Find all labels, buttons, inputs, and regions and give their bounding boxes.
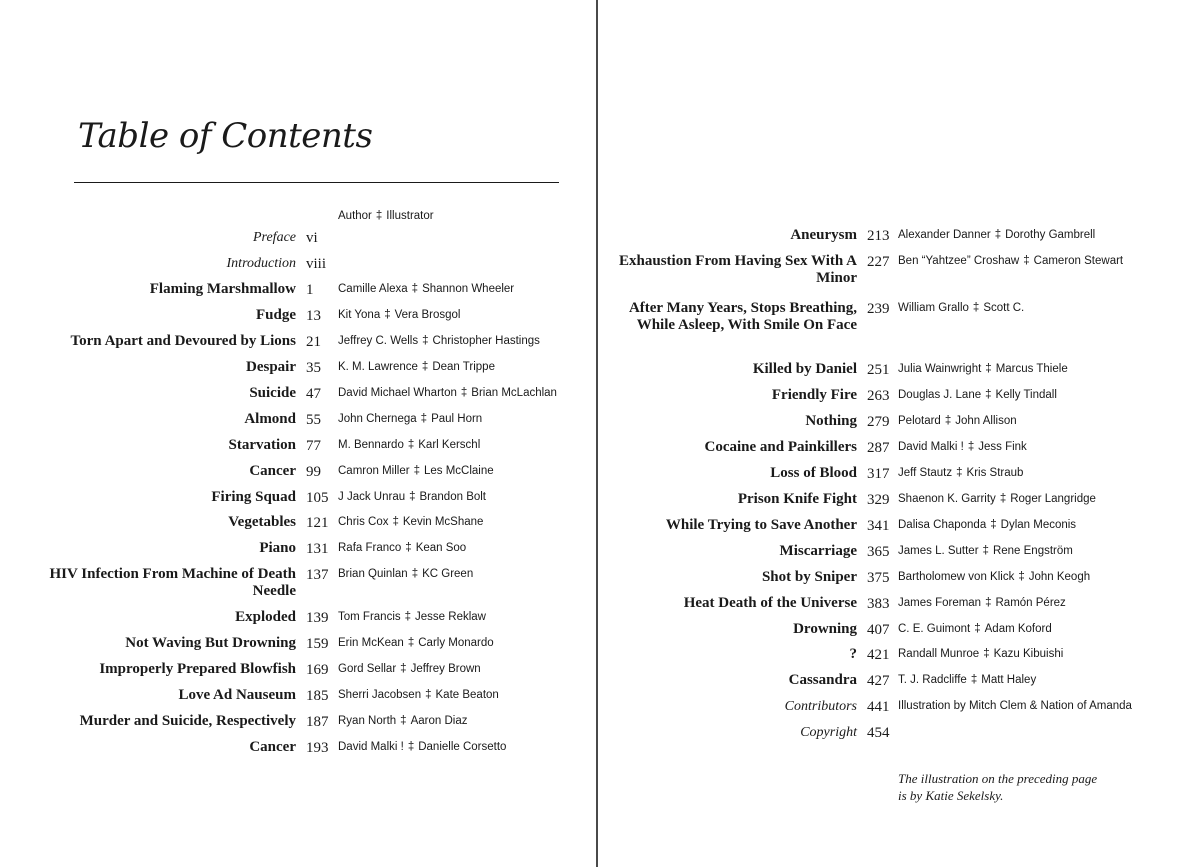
entry-credits bbox=[898, 302, 1024, 314]
entry-page-number: 213 bbox=[867, 228, 890, 244]
entry-illustrator: Carly Monardo bbox=[418, 637, 494, 649]
entry-credits bbox=[898, 255, 1123, 267]
entry-illustrator: Christopher Hastings bbox=[432, 335, 540, 347]
entry-credits bbox=[898, 389, 1057, 401]
entry-title: Friendly Fire bbox=[771, 387, 857, 403]
entry-page-number: 35 bbox=[306, 360, 321, 376]
entry-title: Drowning bbox=[793, 621, 857, 637]
entry-author: James Foreman bbox=[898, 597, 982, 609]
entry-illustrator: Kean Soo bbox=[415, 542, 467, 554]
entry-credits bbox=[898, 493, 1096, 505]
entry-illustrator: Brian McLachlan bbox=[471, 387, 557, 399]
entry-page-number: 77 bbox=[306, 438, 321, 454]
entry-title: Piano bbox=[259, 540, 296, 556]
entry-author: Bartholomew von Klick bbox=[898, 571, 1015, 583]
entry-title: Shot by Sniper bbox=[761, 569, 857, 585]
entry-illustrator: Scott C. bbox=[983, 302, 1025, 314]
entry-page-number: 421 bbox=[867, 647, 890, 663]
entry-title: Contributors bbox=[784, 699, 857, 714]
entry-author: Sherri Jacobsen bbox=[338, 689, 422, 701]
entry-author: Tom Francis bbox=[338, 611, 401, 623]
entry-author: Pelotard bbox=[898, 415, 941, 427]
entry-illustrator: Jeffrey Brown bbox=[410, 663, 481, 675]
entry-page-number: 287 bbox=[867, 440, 890, 456]
entry-title: Almond bbox=[244, 411, 296, 427]
entry-page-number: 427 bbox=[867, 673, 890, 689]
entry-illustrator: John Allison bbox=[955, 415, 1017, 427]
entry-author: Douglas J. Lane bbox=[898, 389, 982, 401]
entry-title: Introduction bbox=[226, 256, 296, 271]
entry-title: Vegetables bbox=[228, 514, 296, 530]
entry-illustrator: Dean Trippe bbox=[432, 361, 495, 373]
entry-credits bbox=[898, 363, 1068, 375]
separator-glyph: ‡ bbox=[460, 387, 468, 399]
entry-title: Killed by Daniel bbox=[752, 361, 857, 377]
toc-entry-exhaustion-from-having-sex-with-a-minor bbox=[0, 253, 1193, 286]
entry-title: Fudge bbox=[255, 307, 296, 323]
entry-credits bbox=[898, 571, 1090, 583]
entry-title: After Many Years, Stops Breathing, While Asleep, With Smile On Face bbox=[628, 300, 857, 333]
entry-title: Preface bbox=[252, 230, 296, 245]
illustrator-header: Illustrator bbox=[386, 210, 434, 222]
separator-glyph: ‡ bbox=[990, 519, 997, 531]
separator-glyph: ‡ bbox=[974, 623, 981, 635]
separator-glyph: ‡ bbox=[409, 491, 416, 503]
separator-glyph: ‡ bbox=[413, 465, 420, 477]
entry-page-number: 441 bbox=[867, 699, 890, 715]
separator-glyph: ‡ bbox=[970, 674, 978, 686]
entry-title: Exhaustion From Having Sex With A Minor bbox=[619, 253, 857, 286]
entry-credits bbox=[338, 335, 540, 347]
separator-glyph: ‡ bbox=[407, 741, 415, 753]
entry-page-number: 21 bbox=[306, 334, 321, 350]
separator-glyph: ‡ bbox=[985, 597, 992, 609]
entry-title: While Trying to Save Another bbox=[665, 517, 857, 533]
entry-page-number: 375 bbox=[867, 570, 890, 586]
toc-entry-killed-by-daniel bbox=[0, 361, 1193, 379]
entry-page-number: 251 bbox=[867, 362, 890, 378]
entry-author: J Jack Unrau bbox=[338, 491, 406, 503]
entry-page-number: 383 bbox=[867, 596, 890, 612]
entry-author: Jeffrey C. Wells bbox=[338, 335, 419, 347]
entry-author: Alexander Danner bbox=[898, 229, 991, 241]
entry-author: M. Bennardo bbox=[338, 439, 404, 451]
entry-illustrator: KC Green bbox=[422, 568, 474, 580]
page-title: Table of Contents bbox=[78, 116, 373, 156]
entry-page-number: 105 bbox=[306, 490, 329, 506]
entry-page-number: 227 bbox=[867, 254, 890, 270]
entry-title: ? bbox=[849, 646, 857, 662]
entry-illustrator: Matt Haley bbox=[981, 674, 1037, 686]
entry-page-number: 121 bbox=[306, 515, 329, 531]
toc-entry-heat-death-of-the-universe bbox=[0, 595, 1193, 613]
toc-entry-cocaine-and-painkillers bbox=[0, 439, 1193, 457]
separator-glyph: ‡ bbox=[967, 441, 975, 453]
separator-glyph: ‡ bbox=[1023, 255, 1030, 267]
entry-author: John Chernega bbox=[338, 413, 417, 425]
entry-author: Camille Alexa bbox=[338, 283, 408, 295]
separator-glyph: ‡ bbox=[407, 439, 415, 451]
entry-illustrator: Les McClaine bbox=[423, 465, 494, 477]
author-header: Author bbox=[338, 210, 372, 222]
entry-author: Ben “Yahtzee” Croshaw bbox=[898, 255, 1020, 267]
separator-glyph: ‡ bbox=[425, 689, 432, 701]
toc-entry-aneurysm bbox=[0, 227, 1193, 245]
entry-title: Torn Apart and Devoured by Lions bbox=[70, 333, 296, 349]
separator-glyph: ‡ bbox=[421, 361, 429, 373]
entry-title: Flaming Marshmallow bbox=[149, 281, 296, 297]
entry-author: David Malki ! bbox=[338, 741, 404, 753]
entry-author: Julia Wainwright bbox=[898, 363, 982, 375]
entry-note: Illustration by Mitch Clem & Nation of Amanda bbox=[898, 700, 1132, 712]
entry-title: Prison Knife Fight bbox=[737, 491, 857, 507]
separator-glyph: ‡ bbox=[1018, 571, 1025, 583]
entry-page-number: 13 bbox=[306, 308, 321, 324]
toc-entry-copyright bbox=[0, 724, 1193, 742]
entry-title: Heat Death of the Universe bbox=[683, 595, 857, 611]
entry-illustrator: Kazu Kibuishi bbox=[993, 648, 1064, 660]
entry-credits bbox=[338, 741, 506, 753]
entry-illustrator: Ramón Pérez bbox=[995, 597, 1066, 609]
entry-credits bbox=[898, 623, 1052, 635]
entry-page-number: 99 bbox=[306, 464, 321, 480]
entry-page-number: viii bbox=[306, 256, 327, 272]
entry-page-number: 454 bbox=[867, 725, 890, 741]
entry-author: Chris Cox bbox=[338, 516, 389, 528]
entry-author: K. M. Lawrence bbox=[338, 361, 418, 373]
separator-glyph: ‡ bbox=[384, 309, 391, 321]
entry-illustrator: Danielle Corsetto bbox=[418, 741, 507, 753]
entry-illustrator: Vera Brosgol bbox=[394, 309, 461, 321]
entry-illustrator: Aaron Diaz bbox=[410, 715, 468, 727]
entry-title: Not Waving But Drowning bbox=[125, 635, 296, 651]
entry-page-number: 263 bbox=[867, 388, 890, 404]
entry-credits bbox=[898, 674, 1036, 686]
toc-entry-prison-knife-fight bbox=[0, 491, 1193, 509]
toc-entry-torn-apart-and-devoured-by-lions bbox=[0, 333, 1193, 351]
entry-page-number: 329 bbox=[867, 492, 890, 508]
toc-entry-nothing bbox=[0, 413, 1193, 431]
entry-illustrator: Karl Kerschl bbox=[418, 439, 481, 451]
separator-glyph: ‡ bbox=[411, 568, 419, 580]
entry-page-number: 341 bbox=[867, 518, 890, 534]
entry-title: Improperly Prepared Blowfish bbox=[99, 661, 296, 677]
entry-credits bbox=[898, 229, 1095, 241]
entry-author: David Malki ! bbox=[898, 441, 964, 453]
entry-author: Ryan North bbox=[338, 715, 397, 727]
separator-glyph: ‡ bbox=[420, 413, 428, 425]
entry-author: T. J. Radcliffe bbox=[898, 674, 967, 686]
separator-glyph: ‡ bbox=[944, 415, 952, 427]
illustration-footnote: The illustration on the preceding page is by Katie Sekelsky. bbox=[898, 771, 1098, 803]
entry-page-number: 365 bbox=[867, 544, 890, 560]
separator-glyph: ‡ bbox=[982, 545, 989, 557]
separator-glyph: ‡ bbox=[999, 493, 1007, 505]
entry-author: Jeff Stautz bbox=[898, 467, 953, 479]
entry-author: Erin McKean bbox=[338, 637, 404, 649]
entry-illustrator: Dylan Meconis bbox=[1000, 519, 1077, 531]
separator-glyph: ‡ bbox=[983, 648, 990, 660]
entry-title: Murder and Suicide, Respectively bbox=[79, 713, 296, 729]
entry-page-number: 1 bbox=[306, 282, 314, 298]
entry-author: William Grallo bbox=[898, 302, 969, 314]
entry-illustrator: Jesse Reklaw bbox=[415, 611, 486, 623]
separator-glyph: ‡ bbox=[404, 611, 412, 623]
toc-entry-untitled bbox=[0, 646, 1193, 664]
entry-author: Dalisa Chaponda bbox=[898, 519, 987, 531]
entry-illustrator: Marcus Thiele bbox=[995, 363, 1068, 375]
entry-title: Copyright bbox=[800, 725, 857, 740]
separator-glyph: ‡ bbox=[411, 283, 419, 295]
entry-page-number: 137 bbox=[306, 567, 329, 583]
entry-title: HIV Infection From Machine of Death Needle bbox=[49, 566, 296, 599]
entry-title: Aneurysm bbox=[790, 227, 857, 243]
separator-glyph: ‡ bbox=[392, 516, 399, 528]
entry-author: Kit Yona bbox=[338, 309, 381, 321]
entry-illustrator: Kate Beaton bbox=[435, 689, 499, 701]
entry-author: Brian Quinlan bbox=[338, 568, 408, 580]
entry-credits bbox=[898, 441, 1027, 453]
toc-entry-while-trying-to-save-another bbox=[0, 517, 1193, 535]
entry-title: Loss of Blood bbox=[770, 465, 857, 481]
entry-title: Starvation bbox=[228, 437, 296, 453]
entry-page-number: 131 bbox=[306, 541, 329, 557]
entry-illustrator: Kevin McShane bbox=[402, 516, 484, 528]
entry-author: Camron Miller bbox=[338, 465, 410, 477]
entry-illustrator: Roger Langridge bbox=[1010, 493, 1096, 505]
separator-glyph: ‡ bbox=[422, 335, 429, 347]
entry-illustrator: Brandon Bolt bbox=[419, 491, 487, 503]
toc-entry-friendly-fire bbox=[0, 387, 1193, 405]
entry-credits bbox=[898, 597, 1066, 609]
separator-glyph: ‡ bbox=[985, 389, 992, 401]
entry-author: C. E. Guimont bbox=[898, 623, 971, 635]
entry-page-number: 407 bbox=[867, 622, 890, 638]
entry-page-number: 279 bbox=[867, 414, 890, 430]
entry-page-number: 55 bbox=[306, 412, 321, 428]
separator-glyph: ‡ bbox=[400, 663, 407, 675]
entry-author: Shaenon K. Garrity bbox=[898, 493, 996, 505]
entry-credits bbox=[898, 545, 1073, 557]
toc-entry-drowning bbox=[0, 621, 1193, 639]
entry-illustrator: Rene Engström bbox=[992, 545, 1073, 557]
separator-glyph: ‡ bbox=[985, 363, 992, 375]
entry-title: Cancer bbox=[249, 463, 296, 479]
separator-glyph: ‡ bbox=[994, 229, 1002, 241]
entry-illustrator: Kris Straub bbox=[966, 467, 1024, 479]
entry-author: David Michael Wharton bbox=[338, 387, 457, 399]
entry-author: Randall Munroe bbox=[898, 648, 980, 660]
entry-credits bbox=[898, 415, 1017, 427]
toc-entry-shot-by-sniper bbox=[0, 569, 1193, 587]
entry-author: Rafa Franco bbox=[338, 542, 402, 554]
entry-page-number: 317 bbox=[867, 466, 890, 482]
entry-page-number: 239 bbox=[867, 301, 890, 317]
entry-illustrator: Dorothy Gambrell bbox=[1005, 229, 1096, 241]
toc-entry-contributors bbox=[0, 698, 1193, 716]
entry-credits bbox=[338, 283, 514, 295]
column-header bbox=[338, 210, 434, 222]
entry-credits bbox=[898, 648, 1063, 660]
entry-title: Firing Squad bbox=[211, 489, 296, 505]
entry-illustrator: Kelly Tindall bbox=[995, 389, 1057, 401]
entry-page-number: 185 bbox=[306, 688, 329, 704]
separator-glyph: ‡ bbox=[375, 210, 383, 222]
entry-illustrator: Paul Horn bbox=[431, 413, 483, 425]
entry-title: Despair bbox=[246, 359, 296, 375]
separator-glyph: ‡ bbox=[956, 467, 963, 479]
entry-illustrator: Jess Fink bbox=[978, 441, 1027, 453]
entry-title: Suicide bbox=[249, 385, 296, 401]
entry-credits bbox=[898, 467, 1023, 479]
separator-glyph: ‡ bbox=[407, 637, 415, 649]
entry-author: James L. Sutter bbox=[898, 545, 979, 557]
toc-entry-after-many-years-stops-breathing-while-asleep-with-smile-on-face bbox=[0, 300, 1193, 333]
entry-title: Exploded bbox=[235, 609, 296, 625]
entry-illustrator: Shannon Wheeler bbox=[422, 283, 515, 295]
entry-page-number: 139 bbox=[306, 610, 329, 626]
entry-illustrator: John Keogh bbox=[1028, 571, 1091, 583]
title-rule bbox=[74, 182, 559, 183]
separator-glyph: ‡ bbox=[405, 542, 412, 554]
entry-title: Cassandra bbox=[788, 672, 857, 688]
entry-page-number: vi bbox=[306, 230, 318, 246]
entry-title: Love Ad Nauseum bbox=[178, 687, 296, 703]
entry-page-number: 159 bbox=[306, 636, 329, 652]
separator-glyph: ‡ bbox=[972, 302, 980, 314]
entry-title: Cancer bbox=[249, 739, 296, 755]
toc-entry-cassandra bbox=[0, 672, 1193, 690]
entry-title: Nothing bbox=[805, 413, 857, 429]
entry-title: Miscarriage bbox=[779, 543, 857, 559]
separator-glyph: ‡ bbox=[400, 715, 407, 727]
entry-page-number: 47 bbox=[306, 386, 321, 402]
entry-author: Gord Sellar bbox=[338, 663, 397, 675]
entry-page-number: 187 bbox=[306, 714, 329, 730]
entry-illustrator: Adam Koford bbox=[984, 623, 1052, 635]
entry-page-number: 169 bbox=[306, 662, 329, 678]
entry-page-number: 193 bbox=[306, 740, 329, 756]
toc-entry-loss-of-blood bbox=[0, 465, 1193, 483]
entry-illustrator: Cameron Stewart bbox=[1033, 255, 1124, 267]
entry-credits bbox=[898, 519, 1076, 531]
entry-title: Cocaine and Painkillers bbox=[704, 439, 857, 455]
toc-entry-miscarriage bbox=[0, 543, 1193, 561]
